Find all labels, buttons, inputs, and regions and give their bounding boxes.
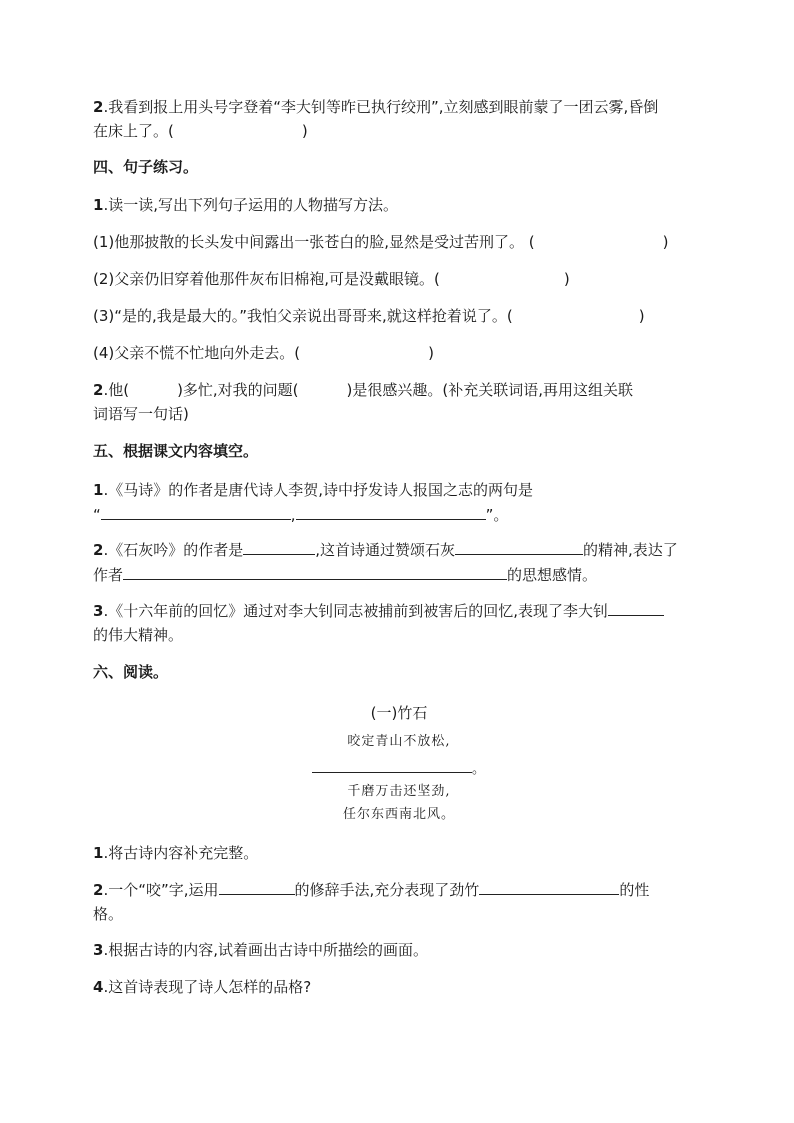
quote-close: ”。: [485, 506, 509, 524]
paren-close: ): [638, 307, 645, 325]
question-line: [93, 478, 705, 502]
question-line: [93, 378, 705, 402]
question-text: 在床上了。(: [93, 122, 174, 140]
fill-blank[interactable]: [608, 598, 664, 616]
question-text: .将古诗内容补充完整。: [103, 844, 259, 862]
question-number: 1: [93, 844, 104, 862]
sentence-item-1: [93, 230, 705, 254]
question-text: 的修辞手法,充分表现了劲竹: [294, 881, 480, 899]
question-text: .读一读,写出下列句子运用的人物描写方法。: [103, 196, 398, 214]
question-text: .他(: [103, 381, 130, 399]
question-text: .根据古诗的内容,试着画出古诗中所描绘的画面。: [103, 941, 428, 959]
question-text: .《石灰吟》的作者是: [103, 541, 244, 559]
paren-close: ): [563, 270, 570, 288]
poem-line-1: 咬定青山不放松,: [347, 734, 451, 749]
question-line: 的伟大精神。: [93, 626, 184, 644]
fill-blank[interactable]: [243, 537, 315, 555]
question-line: 词语写一句话): [93, 405, 189, 423]
question-prev-2-line1: [93, 95, 705, 119]
poem-punctuation: 。: [471, 762, 486, 777]
section-5-heading: 五、根据课文内容填空。: [93, 442, 259, 460]
question-text: .《马诗》的作者是唐代诗人李贺,诗中抒发诗人报国之志的两句是: [103, 481, 533, 499]
fill-blank[interactable]: [455, 537, 583, 555]
fill-blank[interactable]: [101, 502, 291, 520]
sentence-text: (3)“是的,我是最大的。”我怕父亲说出哥哥来,就这样抢着说了。(: [93, 307, 513, 325]
section-5-question-1: [93, 478, 705, 527]
section-6-question-2: [93, 877, 705, 926]
question-number: 1: [93, 481, 104, 499]
section-4-heading: 四、句子练习。: [93, 158, 199, 176]
sentence-text: (2)父亲仍旧穿着他那件灰布旧棉袍,可是没戴眼镜。(: [93, 270, 440, 288]
question-number: 3: [93, 602, 104, 620]
paren-close: ): [301, 122, 308, 140]
question-prev-2-line2: [93, 119, 705, 143]
section-4-question-1: [93, 193, 705, 217]
question-prev-2: [93, 95, 705, 143]
question-text: .《十六年前的回忆》通过对李大钊同志被捕前到被害后的回忆,表现了李大钊: [103, 602, 608, 620]
comma: ,: [290, 506, 296, 524]
question-number: 2: [93, 541, 104, 559]
question-text: )多忙,对我的问题(: [177, 381, 299, 399]
fill-blank[interactable]: [123, 562, 507, 580]
fill-blank[interactable]: [312, 755, 472, 773]
question-text: ,这首诗通过赞颂石灰: [315, 541, 455, 559]
question-text: )是很感兴趣。(补充关联词语,再用这组关联: [346, 381, 634, 399]
question-number: 2: [93, 881, 104, 899]
fill-blank[interactable]: [479, 877, 619, 895]
question-number: 4: [93, 978, 104, 996]
section-6-question-3: [93, 938, 705, 962]
question-text: .一个“咬”字,运用: [103, 881, 219, 899]
question-text: 的精神,表达了: [583, 541, 678, 559]
paren-close: ): [428, 344, 434, 362]
question-text: .我看到报上用头号字登着“李大钊等昨已执行绞刑”,立刻感到眼前蒙了一团云雾,昏倒: [103, 98, 659, 116]
fill-blank[interactable]: [219, 877, 295, 895]
sentence-text: (4)父亲不慌不忙地向外走去。(: [93, 344, 301, 362]
section-4-question-2: [93, 378, 705, 426]
question-line: 格。: [93, 905, 124, 923]
sentence-item-2: [93, 267, 705, 291]
sentence-item-3: [93, 304, 705, 328]
poem-title: (一)竹石: [370, 704, 428, 722]
fill-blank[interactable]: [296, 502, 486, 520]
question-line: [93, 598, 705, 623]
section-6-question-1: [93, 841, 705, 865]
poem-line-2: [93, 755, 705, 782]
sentence-text: (1)他那披散的长头发中间露出一张苍白的脸,显然是受过苦刑了。 (: [93, 233, 535, 251]
paren-close: ): [662, 233, 669, 251]
question-line: [93, 562, 705, 587]
question-text: 作者: [93, 566, 124, 584]
sentence-item-4: [93, 341, 705, 365]
poem-line-3: 千磨万击还坚劲,: [347, 784, 451, 799]
question-number: 2: [93, 98, 104, 116]
question-number: 3: [93, 941, 104, 959]
question-line: [93, 537, 705, 562]
question-text: 的思想感情。: [507, 566, 598, 584]
question-text: .这首诗表现了诗人怎样的品格?: [103, 978, 312, 996]
question-number: 1: [93, 196, 104, 214]
question-text: 的性: [619, 881, 650, 899]
question-line: [93, 877, 705, 902]
poem-line-4: 任尔东西南北风。: [342, 807, 455, 822]
question-number: 2: [93, 381, 104, 399]
question-line: [93, 502, 705, 527]
section-5-question-2: [93, 537, 705, 587]
section-6-question-4: [93, 975, 705, 999]
section-6-heading: 六、阅读。: [93, 663, 169, 681]
section-5-question-3: [93, 598, 705, 647]
quote-open: “: [93, 506, 101, 524]
